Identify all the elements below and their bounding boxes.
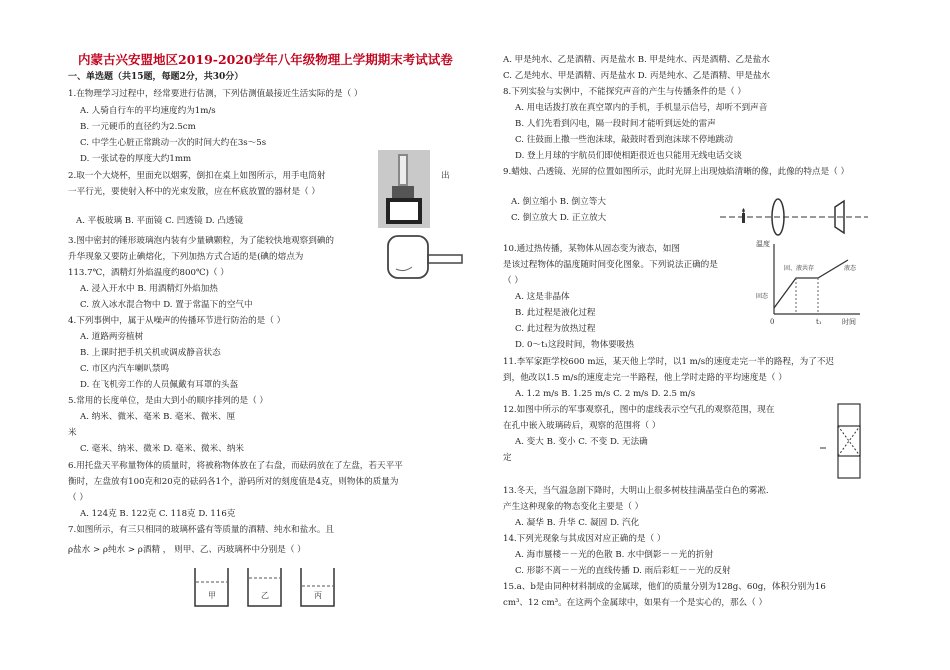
- q2-side-text: 出: [441, 171, 450, 181]
- right-question-line: 到，他改以1.5 m/s的速度走完一半路程，他上学时走路的平均速度是（ ）: [503, 373, 787, 383]
- observation-hole-figure: [818, 402, 868, 480]
- left-question-line: 7.如图所示，有三只相同的玻璃杯盛有等质量的酒精、纯水和盐水。且: [68, 525, 335, 535]
- right-question-line: A. 这是非晶体: [515, 292, 570, 302]
- right-question-line: 产生这种现象的物态变化主要是（ ）: [503, 502, 644, 512]
- right-question-line: C. 倒立放大 D. 正立放大: [511, 213, 607, 223]
- left-question-line: ρ盐水 > ρ纯水 > ρ酒精 ， 则甲、乙、丙玻璃杯中分别是（ ）: [68, 545, 306, 555]
- right-question-line: C. 形影不离－－光的直线传播 D. 雨后彩虹－－光的反射: [515, 566, 731, 576]
- left-question-line: 5.常用的长度单位，是由大到小的顺序排列的是（ ）: [68, 396, 268, 406]
- right-question-line: D. 0～t₁这段时间，物体要吸热: [515, 340, 634, 350]
- right-question-line: A. 变大 B. 变小 C. 不变 D. 无法确: [515, 437, 648, 447]
- left-question-line: A. 道路两旁植树: [80, 332, 144, 342]
- right-question-line: 15.a、b是由同种材料制成的金属球，他们的质量分别为128g、60g，体积分别为16: [503, 582, 826, 592]
- left-question-line: 6.用托盘天平称量物体的质量时，将被称物体放在了右盘，而砝码放在了左盘，若天平平: [68, 461, 403, 471]
- graph-t1: t₁: [816, 318, 822, 326]
- beaker-figure: [378, 150, 430, 228]
- right-question-line: cm³、12 cm³。在这两个金属球中，如果有一个是实心的，那么（ ）: [503, 598, 768, 608]
- right-question-line: C. 往鼓面上撒一些泡沫球，敲鼓时看到泡沫球不停地跳动: [515, 135, 733, 145]
- page-title: 内蒙古兴安盟地区2019-2020学年八年级物理上学期期末考试试卷: [78, 52, 453, 67]
- graph-origin: 0: [770, 318, 775, 326]
- left-question-line: 米: [68, 428, 77, 438]
- section-heading: 一、单选题（共15题，每题2分，共30分）: [68, 72, 244, 82]
- left-question-line: B. 一元硬币的直径约为2.5cm: [80, 122, 196, 132]
- left-question-line: 3.图中密封的锤形玻璃泡内装有少量碘颗粒，为了能较快地观察到碘的: [68, 236, 335, 246]
- right-question-line: A. 甲是纯水、乙是酒精、丙是盐水 B. 甲是纯水、丙是酒精、乙是盐水: [503, 55, 770, 65]
- left-question-line: C. 毫米、纳米、微米 D. 毫米、微米、纳米: [80, 444, 245, 454]
- left-question-line: 113.7℃，酒精灯外焰温度约800℃)（ ）: [68, 268, 229, 278]
- left-question-line: 1.在物理学习过程中，经常要进行估测，下列估测值最接近生活实际的是（ ）: [68, 89, 363, 99]
- glass-bulb-figure: [384, 233, 464, 283]
- left-question-line: A. 124克 B. 122克 C. 118克 D. 116克: [80, 509, 236, 519]
- left-question-line: D. 一张试卷的厚度大约1mm: [80, 154, 192, 164]
- right-question-line: C. 此过程为放热过程: [515, 324, 596, 334]
- right-question-line: 在孔中嵌入玻璃砖后，观察的范围将（ ）: [503, 421, 661, 431]
- right-question-line: C. 乙是纯水、甲是酒精、丙是盐水 D. 丙是纯水、乙是酒精、甲是盐水: [503, 71, 771, 81]
- lens-setup-figure: [720, 197, 870, 237]
- right-question-line: （ ）: [503, 276, 523, 286]
- left-question-line: （ ）: [68, 493, 88, 503]
- left-question-line: C. 中学生心脏正常跳动一次的时间大约在3s～5s: [80, 138, 267, 148]
- graph-mix-label: 固、液共存: [784, 265, 815, 272]
- left-question-line: A. 人骑自行车的平均速度约为1m/s: [80, 106, 216, 116]
- left-question-line: D. 在飞机旁工作的人员佩戴有耳罩的头盔: [80, 380, 239, 390]
- left-question-line: A. 浸入开水中 B. 用酒精灯外焰加热: [80, 284, 218, 294]
- graph-y-label: 温度: [756, 240, 770, 248]
- graph-liquid-label: 液态: [844, 265, 857, 272]
- temperature-graph: [756, 238, 868, 326]
- right-question-line: A. 海市蜃楼－－光的色散 B. 水中倒影－－光的折射: [515, 550, 714, 560]
- right-question-line: 14.下列光现象与其成因对应正确的是（ ）: [503, 534, 666, 544]
- right-question-line: A. 凝华 B. 升华 C. 凝固 D. 汽化: [515, 518, 640, 528]
- left-question-line: C. 市区内汽车喇叭禁鸣: [80, 364, 170, 374]
- right-question-line: 13.冬天，当气温急剧下降时，大明山上很多树枝挂满晶莹白色的雾凇.: [503, 486, 769, 496]
- right-question-line: A. 1.2 m/s B. 1.25 m/s C. 2 m/s D. 2.5 m/s: [515, 389, 696, 399]
- cup-label-yi: 乙: [261, 591, 269, 600]
- left-question-line: C. 放入冰水混合物中 D. 置于常温下的空气中: [80, 300, 253, 310]
- left-question-line: A. 平板玻璃 B. 平面镜 C. 凹透镜 D. 凸透镜: [76, 216, 244, 226]
- right-question-line: B. 人们先看到闪电，隔一段时间才能听到远处的雷声: [515, 119, 716, 129]
- cup-label-jia: 甲: [208, 591, 216, 600]
- cup-label-bing: 丙: [314, 591, 322, 600]
- right-question-line: A. 用电话拨打放在真空罩内的手机，手机显示信号，却听不到声音: [515, 103, 768, 113]
- right-question-line: 是该过程物体的温度随时间变化图象。下列说法正确的是: [503, 260, 718, 270]
- left-question-line: B. 上课时把手机关机或调成静音状态: [80, 348, 221, 358]
- right-question-line: 8.下列实验与实例中，不能探究声音的产生与传播条件的是（ ）: [503, 87, 746, 97]
- left-question-line: A. 纳米、微米、毫米 B. 毫米、微米、厘: [80, 412, 236, 422]
- right-question-line: 定: [503, 453, 512, 463]
- left-question-line: 升华现象又要防止碘熔化，下列加热方式合适的是(碘的熔点为: [68, 252, 304, 262]
- right-question-line: 9.蜡烛、凸透镜、光屏的位置如图所示，此时光屏上出现烛焰清晰的像，此像的特点是（ ）: [503, 167, 850, 177]
- left-question-line: 4.下列事例中，属于从噪声的传播环节进行防治的是（ ）: [68, 316, 286, 326]
- graph-solid-label: 固态: [756, 293, 769, 300]
- right-question-line: 10.通过热传播，某物体从固态变为液态，如图: [503, 244, 680, 254]
- right-question-line: 11.李军家距学校600 m远，某天他上学时，以1 m/s的速度走完一半的路程，为了不迟: [503, 357, 835, 367]
- right-question-line: B. 此过程是液化过程: [515, 308, 596, 318]
- right-question-line: D. 登上月球的宇航员们即使相距很近也只能用无线电话交谈: [515, 151, 742, 161]
- right-question-line: 12.如图中所示的军事观察孔，图中的虚线表示空气孔的观察范围，现在: [503, 405, 775, 415]
- three-cups-figure: [190, 562, 340, 612]
- left-question-line: 衡时，左盘放有100克和20克的砝码各1个，游码所对的刻度值是4克，则物体的质量为: [68, 477, 399, 487]
- graph-x-label: 时间: [842, 318, 856, 326]
- left-question-line: 2.取一个大烧杯，里面充以烟雾，倒扣在桌上如图所示，用手电筒射: [68, 171, 326, 181]
- left-question-line: 一平行光，要使射入杯中的光束发散，应在杯底放置的器材是（ ）: [68, 187, 320, 197]
- right-question-line: A. 倒立缩小 B. 倒立等大: [511, 197, 606, 207]
